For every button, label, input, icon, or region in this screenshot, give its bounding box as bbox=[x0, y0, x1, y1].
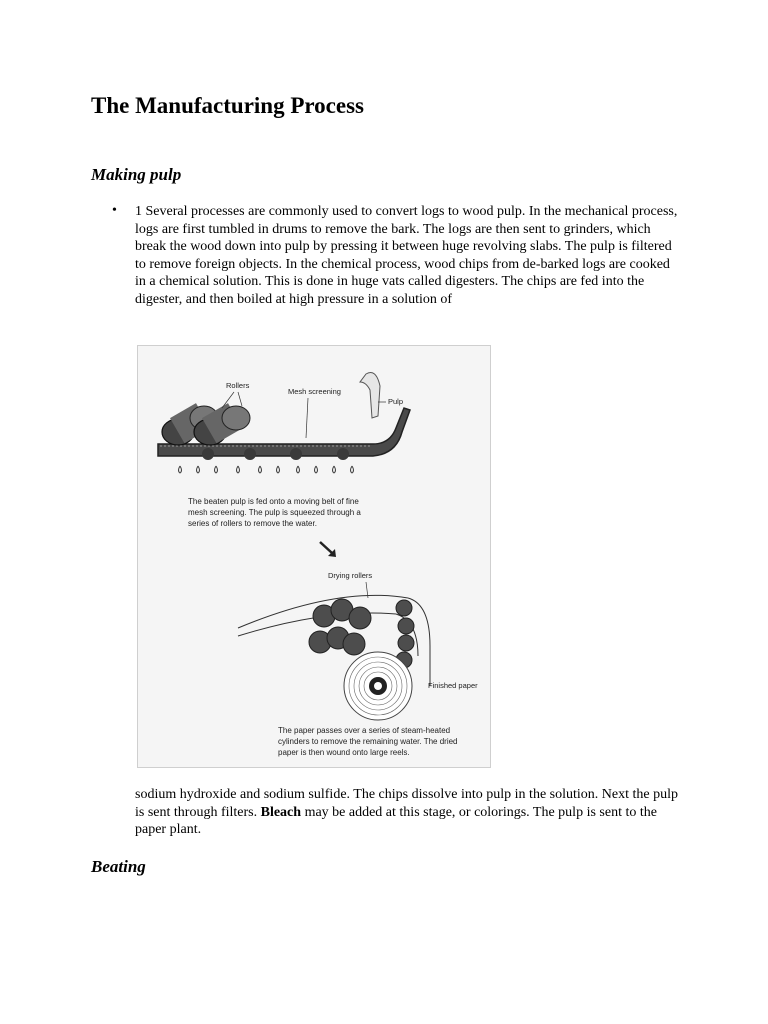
caption-1-line-1: The beaten pulp is fed onto a moving belt of fine bbox=[188, 497, 359, 506]
section-heading-making-pulp: Making pulp bbox=[91, 165, 182, 184]
page-title: The Manufacturing Process bbox=[91, 93, 365, 118]
caption-2-line-3: paper is then wound onto large reels. bbox=[278, 748, 410, 757]
papermaking-diagram bbox=[138, 346, 492, 769]
bleach-link: Bleach bbox=[260, 804, 302, 820]
paragraph-text-start: sodium hydroxide and sodium sulfide. The chips dissolve into pulp in the solution. Next the pulp is sent through filters. bbox=[135, 787, 678, 820]
caption-2-line-1: The paper passes over a series of steam-heated bbox=[278, 726, 451, 735]
papermaking-illustration bbox=[137, 345, 491, 768]
caption-1-line-3: series of rollers to remove the water. bbox=[188, 519, 317, 528]
label-rollers: Rollers bbox=[226, 381, 250, 390]
label-finished-paper: Finished paper bbox=[428, 681, 478, 690]
label-mesh-screening: Mesh screening bbox=[288, 387, 341, 396]
paragraph-pulp-continued bbox=[135, 786, 680, 839]
process-arrow-icon bbox=[320, 542, 332, 553]
caption-2-line-2: cylinders to remove the remaining water. The dried bbox=[278, 737, 458, 746]
label-drying-rollers: Drying rollers bbox=[328, 571, 373, 580]
label-pulp: Pulp bbox=[388, 397, 404, 406]
section-heading-beating: Beating bbox=[91, 857, 146, 876]
list-bullet: • bbox=[112, 203, 117, 218]
caption-1-line-2: mesh screening. The pulp is squeezed through a bbox=[188, 508, 361, 517]
paragraph-pulp-processes: 1 Several processes are commonly used to convert logs to wood pulp. In the mechanical process, logs are first tumbled in drums to remove the bark. The logs are then sent to grinders, which break the wood down into pulp by pressing it between huge revolving slabs. The pulp is filtered to remove foreign objects. In the chemical process, wood chips from de-barked logs are cooked in a chemical solution. This is done in huge vats called digesters. The chips are fed into the digester, and then boiled at high pressure in a solution of bbox=[135, 204, 678, 307]
rollers-group bbox=[162, 403, 250, 445]
pulp-flow bbox=[360, 373, 380, 419]
paragraph-text-end: may be added at this stage, or colorings. The pulp is sent to the paper plant. bbox=[135, 804, 657, 838]
finished-paper-reel bbox=[344, 652, 412, 720]
water-drops bbox=[179, 466, 354, 473]
